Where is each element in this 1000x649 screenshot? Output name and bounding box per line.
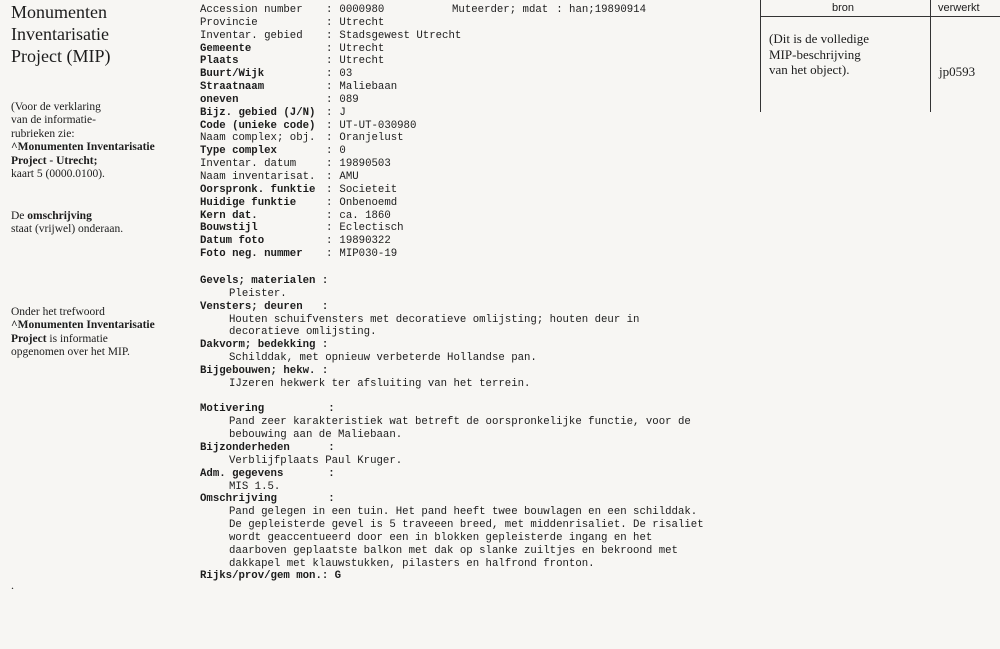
field-label: oneven [200,93,239,106]
field-separator: : [326,145,333,158]
left-column [11,0,191,359]
field-row [200,184,461,197]
section-text-line: IJzeren hekwerk ter afsluiting van het terrein. [229,377,531,390]
section-text-line: Schilddak, met opnieuw verbeterde Hollandse pan. [229,352,537,365]
field-separator: : [326,196,333,209]
field-row [200,68,461,81]
field-row [200,55,461,68]
description-section [200,570,704,583]
field-value: Utrecht [339,16,385,29]
field-label: Accession number [200,4,303,16]
field-value: ca. 1860 [339,209,391,222]
field-row [200,210,461,223]
muteerder-value: : han;19890914 [556,4,647,16]
title-line: Project (MIP) [11,46,111,66]
field-value: UT-UT-030980 [339,119,417,132]
bron-line: (Dit is de volledige [769,31,870,46]
field-separator: : [326,248,333,261]
field-separator: : [326,132,333,145]
field-row [200,17,461,30]
field-separator: : [326,4,333,16]
field-row [200,132,461,145]
field-value: Oranjelust [339,132,404,145]
field-row [200,30,461,43]
field-separator: : [326,55,333,68]
field-row [200,120,461,133]
bron-line: MIP-beschrijving [769,46,861,62]
description-section [200,468,704,494]
section-heading: Bijzonderheden : [200,441,335,454]
field-label: Foto neg. nummer [200,248,303,261]
field-value: AMU [339,170,359,183]
mip-title [11,1,191,67]
section-text-line: MIS 1.5. [229,480,281,493]
section-heading: Bijgebouwen; hekw. : [200,364,329,377]
note-line: Onder het trefwoord [11,306,105,318]
field-row [200,107,461,120]
bron-line: van het object). [769,62,850,77]
field-row [200,145,461,158]
field-value: MIP030-19 [339,248,398,261]
field-separator: : [326,42,333,55]
section-text-line: Pand zeer karakteristiek wat betreft de oorspronkelijke functie, voor de [229,416,691,429]
note-keyword: Project - Utrecht; [11,154,98,167]
field-separator: : [326,93,333,106]
field-separator: : [326,81,333,94]
description-section [200,442,704,468]
description-section [200,339,704,365]
note-keyword: Project [11,332,47,345]
keyword-note [11,306,196,360]
muteerder-field [452,4,646,17]
field-value: 03 [339,68,353,81]
note-line: opgenomen over het MIP. [11,346,130,359]
field-value: J [339,106,346,119]
description-section [200,301,704,340]
field-label: Oorspronk. funktie [200,183,316,196]
field-label: Naam inventarisat. [200,170,316,183]
section-heading: Dakvorm; bedekking : [200,339,329,352]
field-row [200,4,461,17]
record-description [200,275,704,583]
section-heading: Adm. gegevens : [200,467,335,480]
field-row [200,171,461,184]
description-section [200,275,704,301]
field-value: 19890322 [339,235,391,248]
section-text-line: wordt geaccentueerd door een in blokken gepleisterde ingang en het [229,531,653,544]
field-label: Bouwstijl [200,222,258,235]
field-separator: : [326,170,333,183]
field-separator: : [326,222,333,235]
field-value: 19890503 [339,158,391,171]
field-label: Bijz. gebied (J/N) [200,106,316,119]
field-label: Straatnaam [200,81,265,94]
note-line: rubrieken zie: [11,127,75,140]
field-value: Onbenoemd [339,196,398,209]
description-section [200,493,704,570]
section-heading: Omschrijving : [200,493,335,506]
field-row [200,248,461,261]
note-keyword: ^Monumenten Inventarisatie [11,319,155,332]
header-bron: bron [832,2,855,14]
section-text-line: bebouwing aan de Maliebaan. [229,429,403,442]
section-text-line: Pand gelegen in een tuin. Het pand heeft twee bouwlagen en een schilddak. [229,506,698,519]
title-line: Monumenten [11,2,107,22]
field-row [200,94,461,107]
note-keyword: omschrijving [27,210,92,222]
field-row [200,235,461,248]
field-label: Inventar. gebied [200,29,303,42]
stray-dot: . [11,578,14,592]
field-separator: : [326,183,333,196]
field-separator: : [326,29,333,42]
section-text-line: daarboven geplaatste balkon met dak op slanke zuiltjes en bekroond met [229,544,678,557]
legend-note [11,101,196,181]
section-text-line: Pleister. [229,287,287,300]
field-row [200,222,461,235]
note-keyword: ^Monumenten Inventarisatie [11,141,155,154]
field-value: Stadsgewest Utrecht [339,29,462,42]
source-table [760,0,1000,112]
field-value: Maliebaan [339,81,398,94]
note-line: van de informatie- [11,114,96,127]
field-separator: : [326,209,333,222]
field-separator: : [326,16,333,29]
field-label: Datum foto [200,235,265,248]
section-heading: Vensters; deuren : [200,300,329,313]
section-text-line: dakkapel met klauwstukken, pilasters en halfrond fronton. [229,557,595,570]
field-label: Inventar. datum [200,158,297,171]
section-text-line: Houten schuifvensters met decoratieve omlijsting; houten deur in [229,313,640,326]
field-row [200,158,461,171]
field-label: Provincie [200,16,258,29]
note-line: staat (vrijwel) onderaan. [11,223,124,236]
section-text-line: Verblijfplaats Paul Kruger. [229,454,403,467]
field-row [200,81,461,94]
field-separator: : [326,106,333,119]
description-note [11,210,196,237]
muteerder-label: Muteerder; mdat [452,4,549,16]
field-separator: : [326,119,333,132]
record-fields [200,4,461,261]
description-section [200,365,704,391]
field-label: Type complex [200,145,277,158]
title-line: Inventarisatie [11,24,109,44]
header-verwerkt: verwerkt [938,2,980,14]
section-text-line: decoratieve omlijsting. [229,326,377,339]
field-value: 089 [339,93,359,106]
field-value: Eclectisch [339,222,404,235]
field-value: 0 [339,145,346,158]
field-label: Huidige funktie [200,196,297,209]
field-label: Naam complex; obj. [200,132,316,145]
note-text: is informatie [46,332,108,345]
field-label: Buurt/Wijk [200,68,265,81]
note-line: kaart 5 (0000.0100). [11,168,105,181]
field-separator: : [326,235,333,248]
section-heading: Rijks/prov/gem mon.: G [200,570,342,583]
field-value: 0000980 [339,4,385,16]
field-value: Societeit [339,183,398,196]
verwerkt-cell: jp0593 [939,64,976,79]
description-section [200,403,704,442]
bron-cell [769,31,929,78]
field-label: Kern dat. [200,209,258,222]
section-heading: Gevels; materialen : [200,275,329,287]
field-row [200,43,461,56]
field-label: Gemeente [200,42,252,55]
section-text-line: De gepleisterde gevel is 5 traveeen breed, met middenrisaliet. De risaliet [229,519,704,532]
table-header-rule [760,16,1000,17]
field-value: Utrecht [339,42,385,55]
field-row [200,197,461,210]
note-text: De [11,210,28,222]
section-gap [200,391,704,404]
field-separator: : [326,68,333,81]
field-separator: : [326,158,333,171]
field-value: Utrecht [339,55,385,68]
section-heading: Motivering : [200,403,335,416]
field-label: Code (unieke code) [200,119,316,132]
field-label: Plaats [200,55,239,68]
note-line: (Voor de verklaring [11,101,101,113]
